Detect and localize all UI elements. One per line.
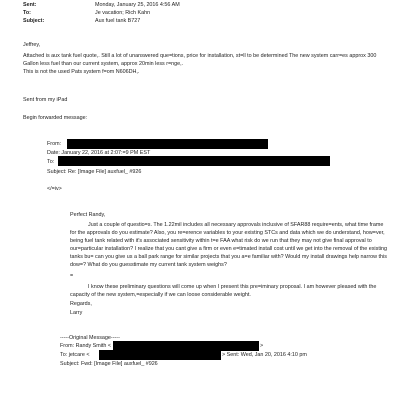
reply-paragraph-2: I know these preliminary questions will come up when I present this pre=iminary proposal. I am however pleased with the capacity of the new system,=especially if we can loose considerable weight.	[70, 284, 377, 298]
fwd-to-label: To:	[47, 159, 55, 165]
subject-label: Subject:	[23, 18, 45, 24]
original-heading: -----Original Message-----	[60, 335, 120, 341]
redaction-bar	[99, 350, 221, 360]
fwd-from-label: From:	[47, 141, 62, 147]
orig-sent: > Sent: Wed, Jan 20, 2016 4:10 pm	[222, 352, 307, 358]
subject-value: Aux fuel tank B727	[95, 18, 141, 24]
fwd-date: Date: January 22, 2016 at 2:07:=9 PM EST	[47, 150, 151, 156]
message-paragraph: Attached is aux tank fuel quote,. Still a lot of unanswered que=tions, price for installation, st=ll to be determined The new system carr=es approx 300 Gallon less fuel than our current system, approx 20min less r=nge,.	[23, 53, 377, 67]
to-label: To:	[23, 10, 31, 16]
reply-salutation: Perfect Randy,	[70, 212, 106, 218]
orig-from-label: From: Randy Smith <	[60, 343, 112, 349]
sent-value: Monday, January 25, 2016 4:56 AM	[95, 2, 180, 8]
fwd-subject: Subject: Re: [Image File] auxfuel_ #926	[47, 169, 142, 175]
orig-from-end: >	[260, 343, 264, 349]
regards: Regards,	[70, 301, 92, 307]
reply-paragraph: Just a couple of questio=s. The 1.22mil includes all necessary approvals inclusive of SFAR88 require=ents, what time frame for the approvals do you estimate? Also, you re=erence variables to your existing STCs and data which we do understand, how=ver, being fuel tank related with it's associated sensitivity within t=e FAA what risk do we run that they may not give final approval to our=particular installation? I realize that you cant give a firm or even e=timated install cost until we get into the removal of the existing tanks bu= can you give us a ball park range for similar projects that you a=e familiar with? Would my install drawings help narrow this dow=? What do you guesstimate my current tank system weighs?	[70, 222, 388, 268]
orig-subject: Subject: Fwd: [Image File] auxfuel_ #926	[60, 361, 158, 367]
begin-forwarded: Begin forwarded message:	[23, 115, 88, 121]
greeting: Jeffrey,	[23, 42, 41, 48]
equals-line: =	[70, 273, 74, 279]
redaction-bar	[67, 139, 268, 149]
div-tag: </=iv>	[47, 186, 62, 192]
sent-label: Sent:	[23, 2, 37, 8]
signature-name: Larry	[70, 310, 83, 316]
orig-to-label: To: jetcare <	[60, 352, 90, 358]
message-paragraph-last: This is not the used Pats system f=om N606DH,.	[23, 69, 140, 75]
sent-from-signature: Sent from my iPad	[23, 97, 68, 103]
redaction-bar	[58, 156, 330, 166]
to-value: Je vacation; Rich Kahn	[95, 10, 151, 16]
